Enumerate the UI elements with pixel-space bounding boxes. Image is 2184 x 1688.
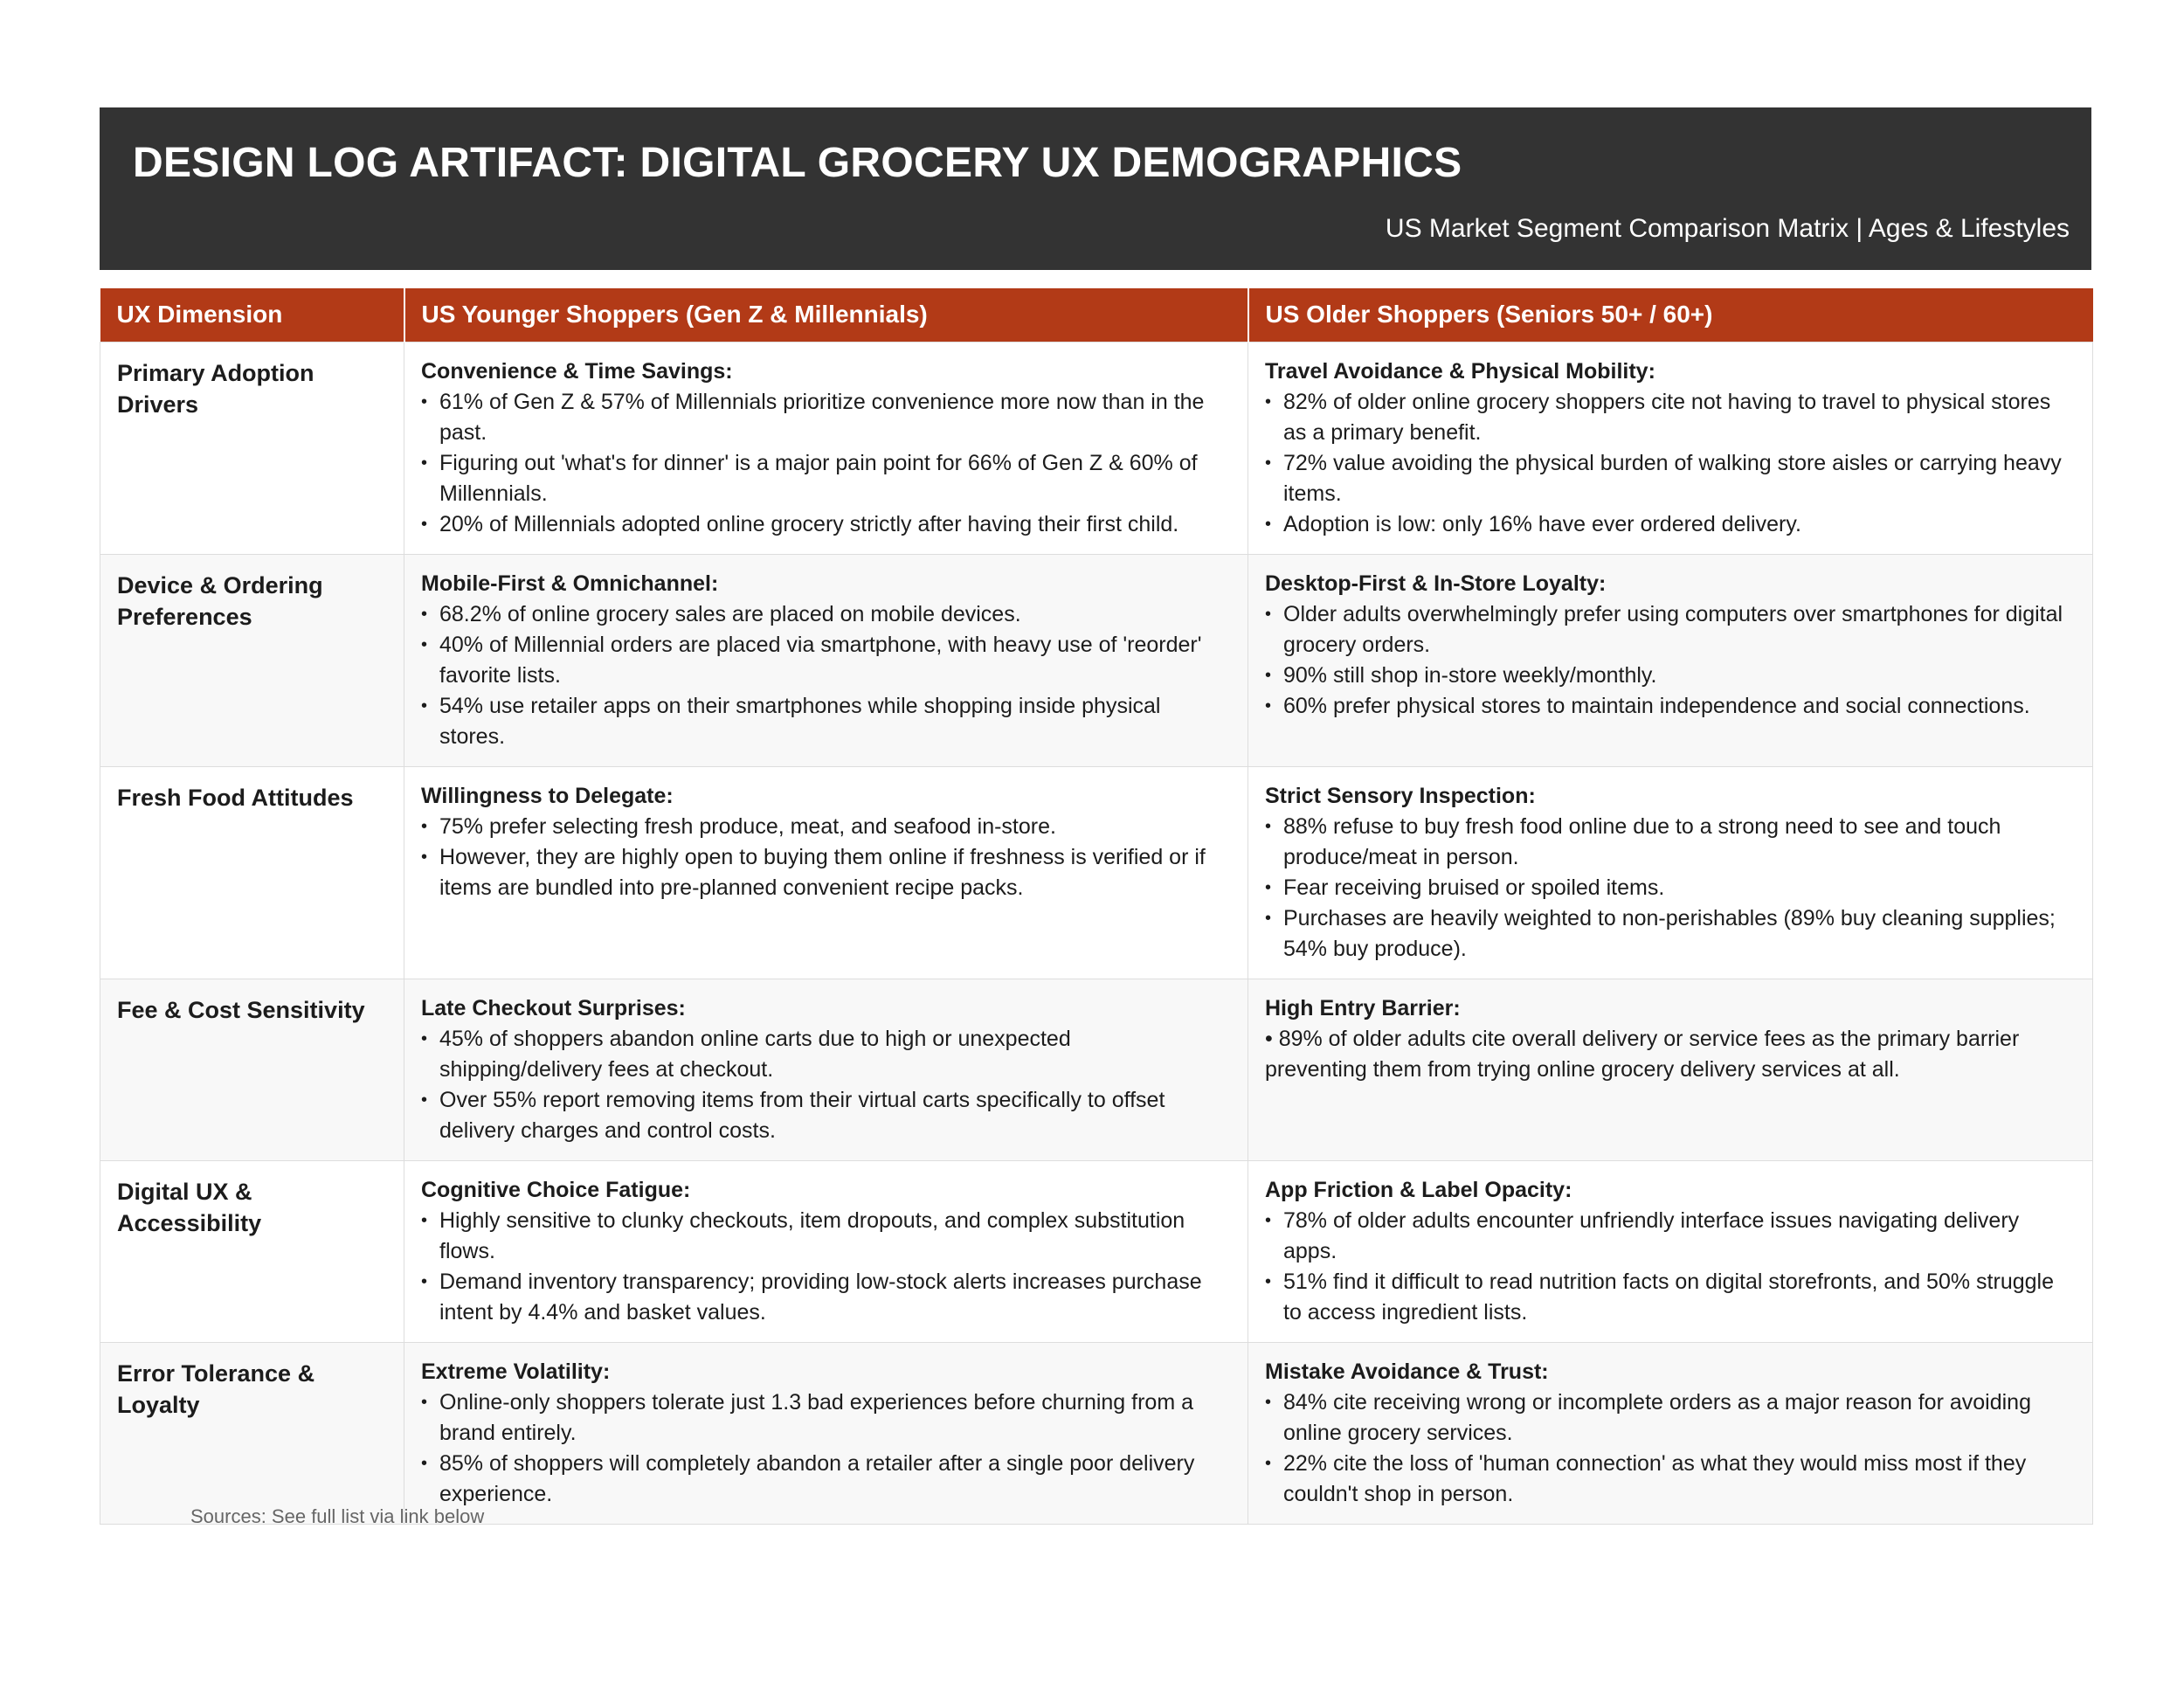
list-item: • 54% use retailer apps on their smartphones while shopping inside physical stores. <box>421 691 1232 752</box>
older-heading: Desktop-First & In-Store Loyalty: <box>1265 571 1607 596</box>
older-heading: Travel Avoidance & Physical Mobility: <box>1265 358 1655 384</box>
table-row <box>100 342 2093 554</box>
list-item: • 22% cite the loss of 'human connection' as what they would miss most if they couldn't shop in person. <box>1265 1449 2077 1510</box>
older-cell <box>1248 342 2093 554</box>
list-item: • 78% of older adults encounter unfriendly interface issues navigating delivery apps. <box>1265 1206 2077 1267</box>
dimension-label: Digital UX & Accessibility <box>117 1178 262 1236</box>
dimension-label: Fee & Cost Sensitivity <box>117 996 365 1023</box>
list-item: • Adoption is low: only 16% have ever ordered delivery. <box>1265 509 2077 540</box>
younger-heading: Cognitive Choice Fatigue: <box>421 1177 691 1202</box>
dimension-label: Device & Ordering Preferences <box>117 571 323 630</box>
title-banner <box>100 107 2091 270</box>
list-item: • Over 55% report removing items from their virtual carts specifically to offset delivery charges and control costs. <box>421 1085 1232 1146</box>
list-item: • 72% value avoiding the physical burden of walking store aisles or carrying heavy items. <box>1265 448 2077 509</box>
table-row <box>100 1160 2093 1342</box>
younger-point-list <box>421 1206 1232 1328</box>
older-heading: High Entry Barrier: <box>1265 995 1461 1020</box>
older-point-list <box>1265 1387 2077 1510</box>
younger-point-list <box>421 387 1232 540</box>
younger-cell <box>404 766 1248 979</box>
list-item: • 75% prefer selecting fresh produce, meat, and seafood in-store. <box>421 812 1232 842</box>
page-subtitle: US Market Segment Comparison Matrix | Ages & Lifestyles <box>1385 214 2070 243</box>
table-row <box>100 554 2093 766</box>
table-header-row <box>100 288 2093 342</box>
younger-heading: Mobile-First & Omnichannel: <box>421 571 719 596</box>
comparison-matrix <box>100 288 2093 1525</box>
list-item: • 84% cite receiving wrong or incomplete orders as a major reason for avoiding online grocery services. <box>1265 1387 2077 1449</box>
list-item: • 89% of older adults cite overall delivery or service fees as the primary barrier preventing them from trying online grocery delivery services at all. <box>1265 1026 2020 1082</box>
list-item: • 40% of Millennial orders are placed via smartphone, with heavy use of 'reorder' favorite lists. <box>421 630 1232 691</box>
younger-point-list <box>421 812 1232 903</box>
younger-point-list <box>421 599 1232 752</box>
dimension-cell <box>100 766 404 979</box>
list-item: • 85% of shoppers will completely abandon a retailer after a single poor delivery experience. <box>421 1449 1232 1510</box>
younger-cell <box>404 554 1248 766</box>
list-item: • 82% of older online grocery shoppers cite not having to travel to physical stores as a primary benefit. <box>1265 387 2077 448</box>
older-cell <box>1248 1160 2093 1342</box>
older-point-list <box>1265 599 2077 722</box>
dimension-cell <box>100 342 404 554</box>
older-point-list <box>1265 1206 2077 1328</box>
older-heading: Strict Sensory Inspection: <box>1265 783 1536 808</box>
younger-heading: Late Checkout Surprises: <box>421 995 686 1020</box>
sources-note: Sources: See full list via link below <box>190 1505 485 1527</box>
list-item: • 51% find it difficult to read nutrition facts on digital storefronts, and 50% struggle to access ingredient lists. <box>1265 1267 2077 1328</box>
younger-cell <box>404 979 1248 1160</box>
younger-heading: Willingness to Delegate: <box>421 783 674 808</box>
younger-cell <box>404 1342 1248 1524</box>
list-item: • However, they are highly open to buying them online if freshness is verified or if items are bundled into pre-planned convenient recipe packs. <box>421 842 1232 903</box>
table-row <box>100 979 2093 1160</box>
older-point-list <box>1265 812 2077 965</box>
dimension-cell <box>100 979 404 1160</box>
table-row <box>100 766 2093 979</box>
older-cell <box>1248 766 2093 979</box>
table-row <box>100 1342 2093 1524</box>
column-header-dimension: UX Dimension <box>100 288 404 342</box>
younger-cell <box>404 342 1248 554</box>
older-point-list <box>1265 387 2077 540</box>
page-title: DESIGN LOG ARTIFACT: DIGITAL GROCERY UX DEMOGRAPHICS <box>133 140 1462 186</box>
older-cell <box>1248 1342 2093 1524</box>
dimension-label: Error Tolerance & Loyalty <box>117 1359 315 1418</box>
column-header-older: US Older Shoppers (Seniors 50+ / 60+) <box>1248 288 2093 342</box>
younger-point-list <box>421 1024 1232 1146</box>
list-item: • 88% refuse to buy fresh food online due to a strong need to see and touch produce/meat in person. <box>1265 812 2077 873</box>
older-heading: App Friction & Label Opacity: <box>1265 1177 1572 1202</box>
list-item: • Fear receiving bruised or spoiled items. <box>1265 873 2077 903</box>
dimension-cell <box>100 1160 404 1342</box>
list-item: • 60% prefer physical stores to maintain independence and social connections. <box>1265 691 2077 722</box>
list-item: • Demand inventory transparency; providing low-stock alerts increases purchase intent by 4.4% and basket values. <box>421 1267 1232 1328</box>
list-item: • 68.2% of online grocery sales are placed on mobile devices. <box>421 599 1232 630</box>
older-heading: Mistake Avoidance & Trust: <box>1265 1359 1549 1384</box>
younger-cell <box>404 1160 1248 1342</box>
table-body <box>100 342 2093 1524</box>
older-cell <box>1248 979 2093 1160</box>
dimension-label: Fresh Food Attitudes <box>117 784 354 811</box>
older-cell <box>1248 554 2093 766</box>
younger-heading: Convenience & Time Savings: <box>421 358 733 384</box>
list-item: • 90% still shop in-store weekly/monthly. <box>1265 661 2077 691</box>
list-item: • 45% of shoppers abandon online carts due to high or unexpected shipping/delivery fees at checkout. <box>421 1024 1232 1085</box>
list-item: • Purchases are heavily weighted to non-perishables (89% buy cleaning supplies; 54% buy produce). <box>1265 903 2077 965</box>
column-header-younger: US Younger Shoppers (Gen Z & Millennials) <box>404 288 1248 342</box>
list-item: • Figuring out 'what's for dinner' is a major pain point for 66% of Gen Z & 60% of Millennials. <box>421 448 1232 509</box>
dimension-label: Primary Adoption Drivers <box>117 359 314 418</box>
dimension-cell <box>100 554 404 766</box>
list-item: • Online-only shoppers tolerate just 1.3 bad experiences before churning from a brand entirely. <box>421 1387 1232 1449</box>
list-item: • 20% of Millennials adopted online grocery strictly after having their first child. <box>421 509 1232 540</box>
list-item: • 61% of Gen Z & 57% of Millennials prioritize convenience more now than in the past. <box>421 387 1232 448</box>
list-item: • Highly sensitive to clunky checkouts, item dropouts, and complex substitution flows. <box>421 1206 1232 1267</box>
younger-point-list <box>421 1387 1232 1510</box>
dimension-cell <box>100 1342 404 1524</box>
younger-heading: Extreme Volatility: <box>421 1359 611 1384</box>
list-item: • Older adults overwhelmingly prefer using computers over smartphones for digital grocery orders. <box>1265 599 2077 661</box>
